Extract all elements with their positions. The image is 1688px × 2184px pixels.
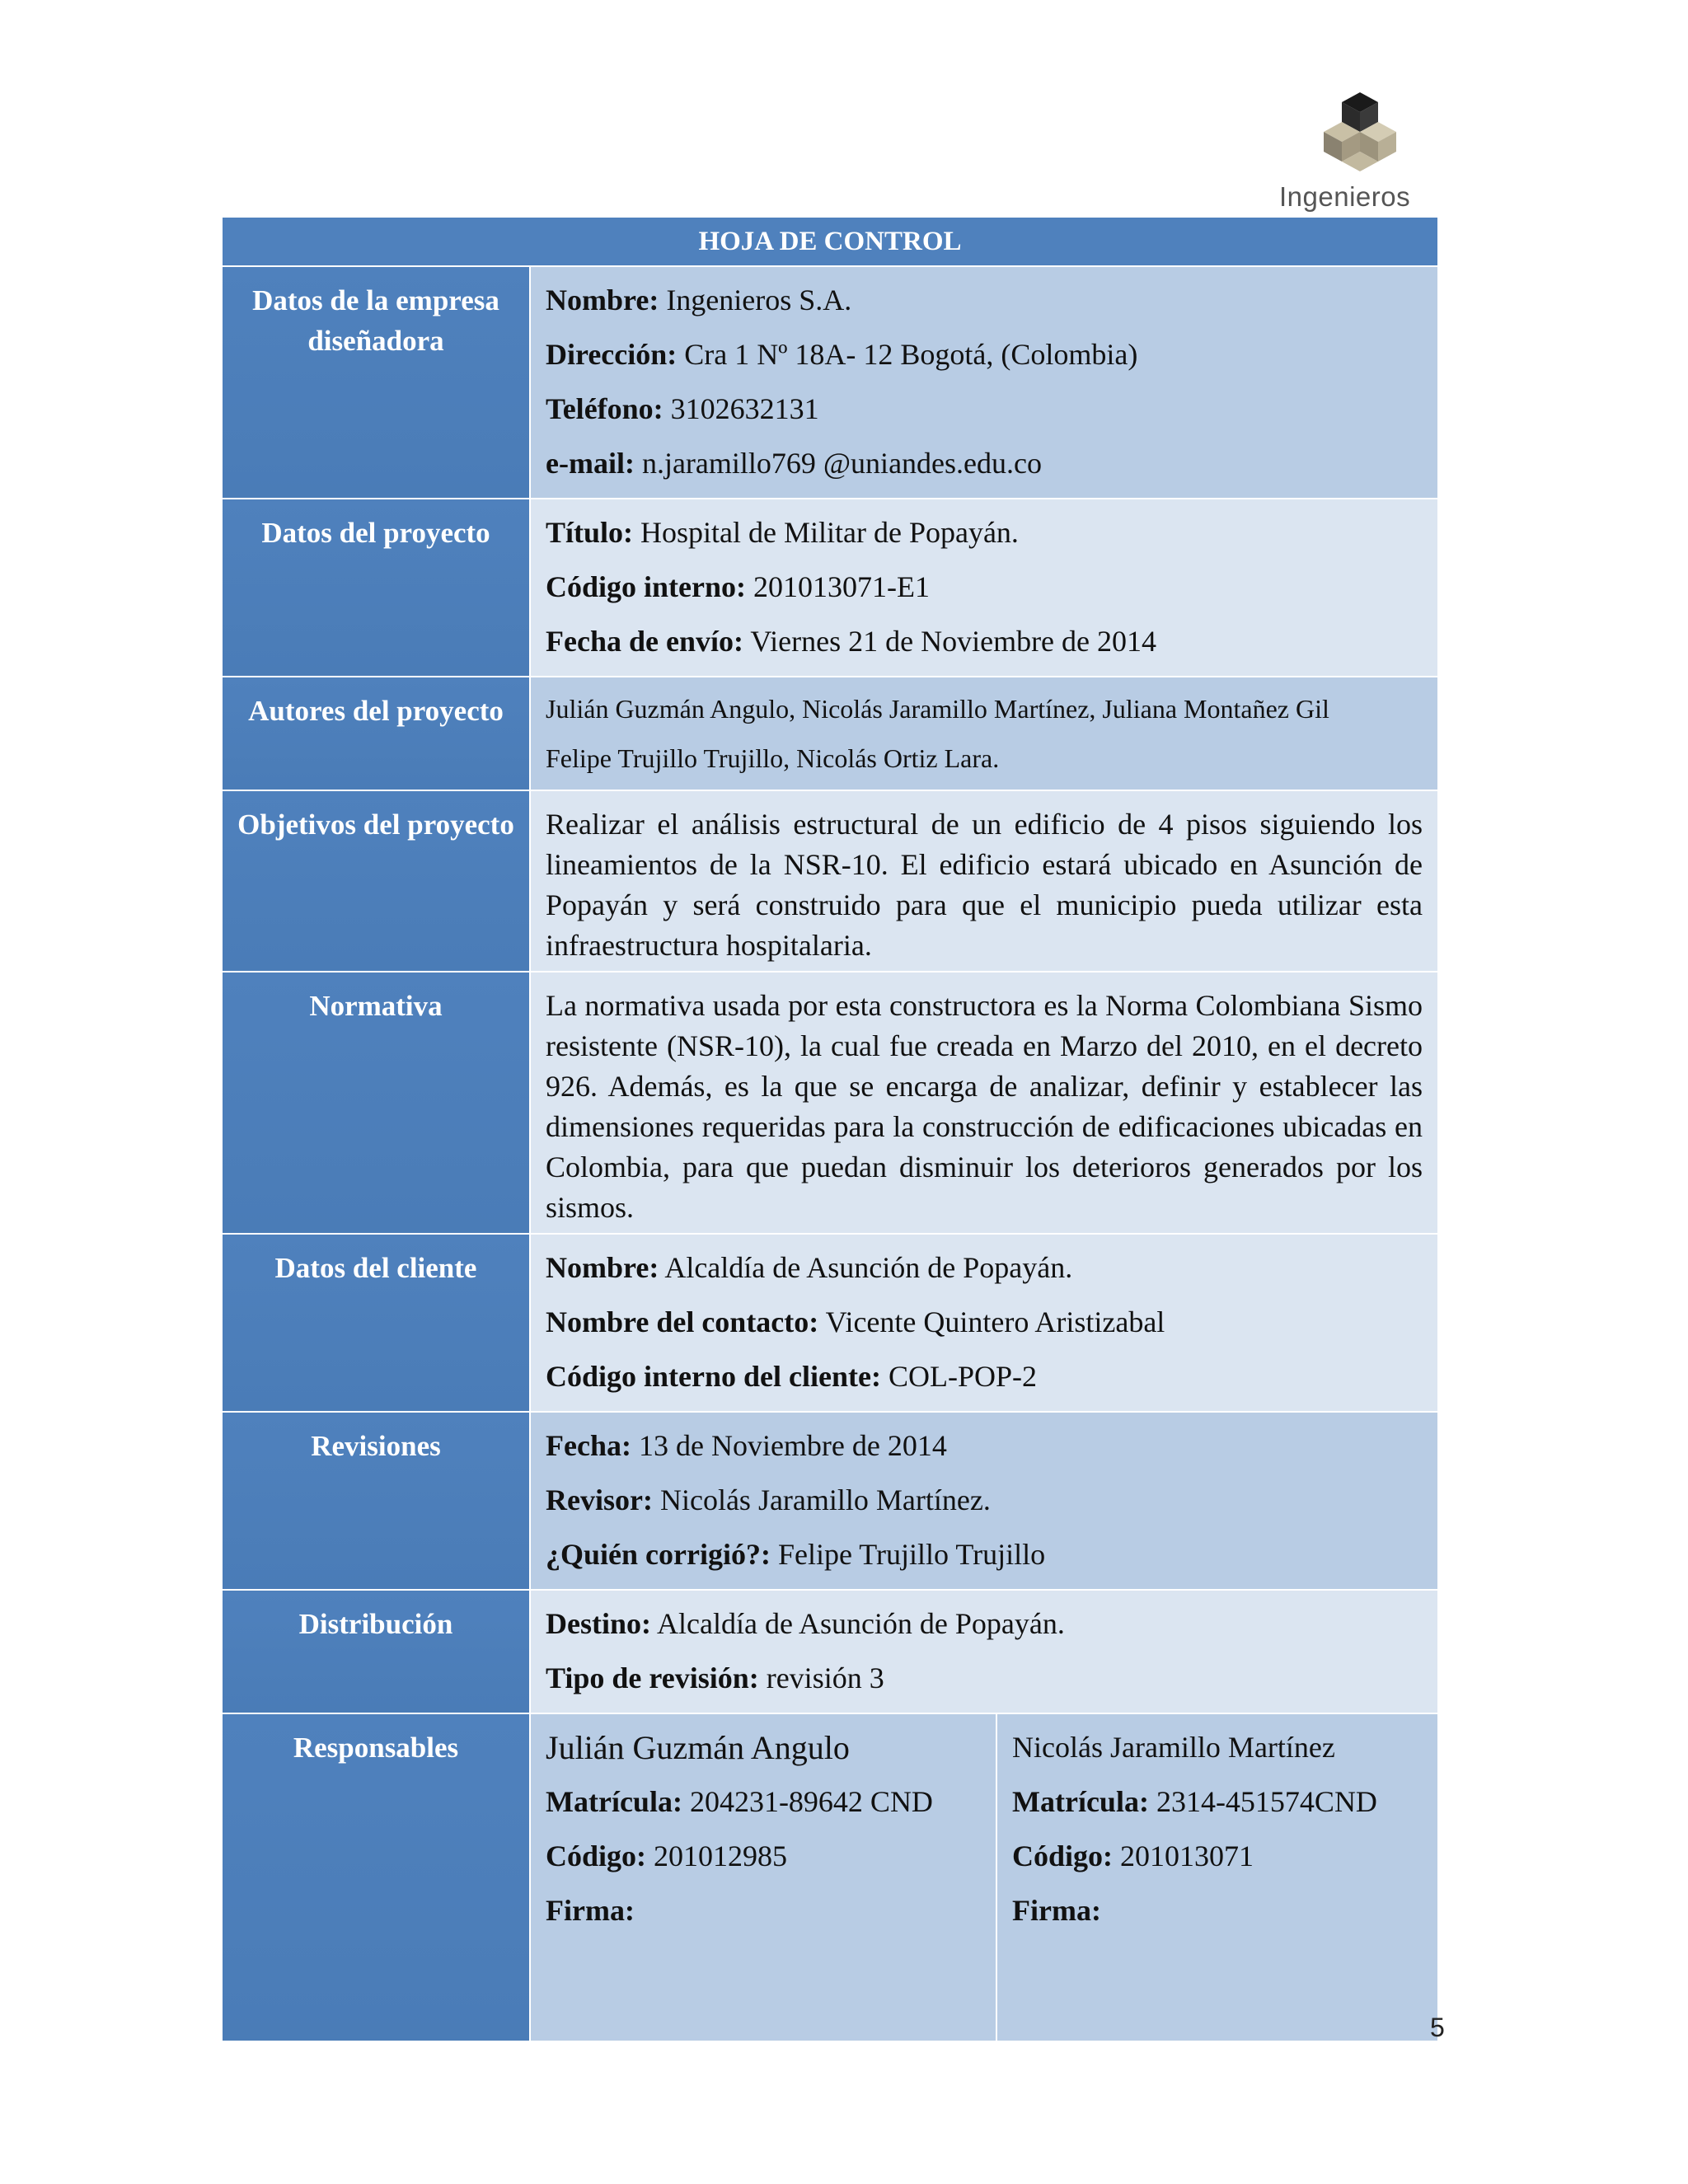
company-logo — [1269, 91, 1459, 214]
value-proyecto: Título: Hospital de Militar de Popayán. Código interno: 201013071-E1 Fecha de envío: Viernes 21 de Noviembre de 2014 — [530, 499, 1438, 677]
label-objetivos: Objetivos del proyecto — [222, 790, 530, 972]
value-revisiones: Fecha: 13 de Noviembre de 2014 Revisor: Nicolás Jaramillo Martínez. ¿Quién corrigió?: Felipe Trujillo Trujillo — [530, 1412, 1438, 1590]
logo-text: Ingenieros — [1279, 181, 1411, 212]
responsable-1: Julián Guzmán Angulo Matrícula: 204231-89642 CND Código: 201012985 Firma: — [530, 1713, 996, 2041]
value-autores: Julián Guzmán Angulo, Nicolás Jaramillo Martínez, Juliana Montañez Gil Felipe Trujillo Trujillo, Nicolás Ortiz Lara. — [530, 677, 1438, 790]
table-title: HOJA DE CONTROL — [222, 217, 1438, 266]
cubes-logo-icon — [1319, 91, 1401, 173]
label-autores: Autores del proyecto — [222, 677, 530, 790]
page-number: 5 — [1430, 2013, 1445, 2042]
value-empresa: Nombre: Ingenieros S.A. Dirección: Cra 1 Nº 18A- 12 Bogotá, (Colombia) Teléfono: 3102632131 e-mail: n.jaramillo769 @uniandes.edu.co — [530, 266, 1438, 499]
label-empresa: Datos de la empresa diseñadora — [222, 266, 530, 499]
control-sheet-table — [221, 216, 1439, 2042]
label-distribucion: Distribución — [222, 1590, 530, 1713]
value-distribucion: Destino: Alcaldía de Asunción de Popayán. Tipo de revisión: revisión 3 — [530, 1590, 1438, 1713]
value-normativa: La normativa usada por esta constructora es la Norma Colombiana Sismo resistente (NSR-10), la cual fue creada en Marzo del 2010, en el decreto 926. Además, es la que se encarga de analizar, definir y establecer las dimensiones requeridas para la construcción de edificaciones ubicadas en Colombia, para que puedan disminuir los deterioros generados por los sismos. — [530, 972, 1438, 1234]
label-revisiones: Revisiones — [222, 1412, 530, 1590]
responsable-2: Nicolás Jaramillo Martínez Matrícula: 2314-451574CND Código: 201013071 Firma: — [996, 1713, 1438, 2041]
label-normativa: Normativa — [222, 972, 530, 1234]
value-cliente: Nombre: Alcaldía de Asunción de Popayán. Nombre del contacto: Vicente Quintero Aristizabal Código interno del cliente: COL-POP-2 — [530, 1234, 1438, 1412]
label-responsables: Responsables — [222, 1713, 530, 2041]
label-cliente: Datos del cliente — [222, 1234, 530, 1412]
label-proyecto: Datos del proyecto — [222, 499, 530, 677]
value-objetivos: Realizar el análisis estructural de un edificio de 4 pisos siguiendo los lineamientos de la NSR-10. El edificio estará ubicado en Asunción de Popayán y será construido para que el municipio pueda utilizar esta infraestructura hospitalaria. — [530, 790, 1438, 972]
